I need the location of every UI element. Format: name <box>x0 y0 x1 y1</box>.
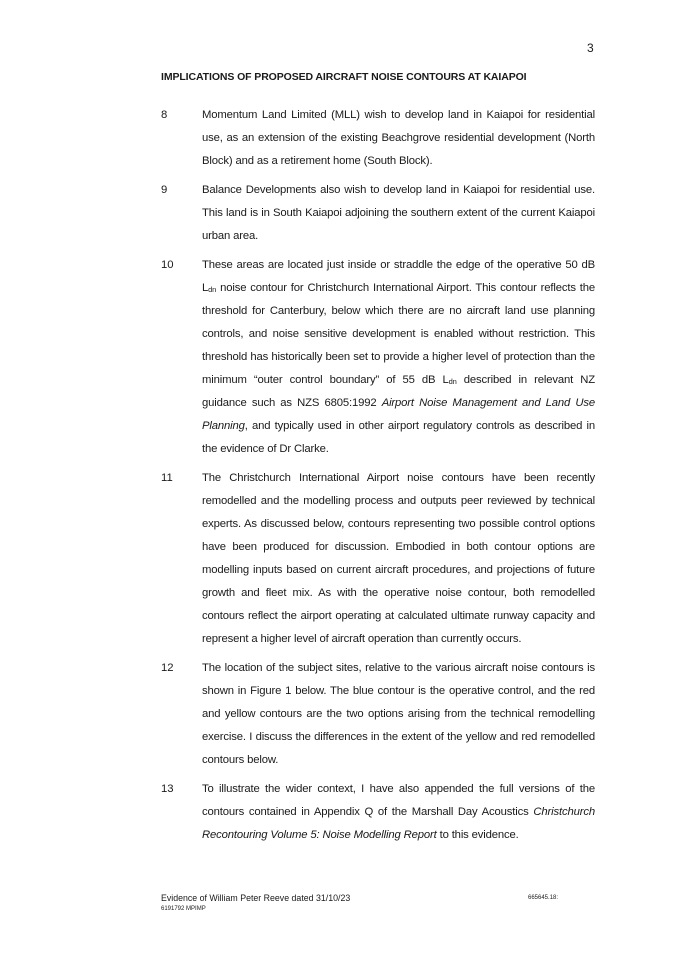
paragraph-number: 11 <box>161 472 173 484</box>
paragraph-text <box>202 254 595 461</box>
text-segment: The Christchurch International Airport noise contours have been recently remodelled and the modelling process and outputs peer reviewed by technical experts. As discussed below, contours representing two possible control options have been produced for discussion. Embodied in both contour options are modelling inputs based on current aircraft procedures, and projections of future growth and fleet mix. As with the operative noise contour, both remodelled contours reflect the airport operating at calculated ultimate runway capacity and represent a higher level of aircraft operation than currently occurs. <box>202 472 595 645</box>
paragraph-text <box>202 778 595 847</box>
section-heading: IMPLICATIONS OF PROPOSED AIRCRAFT NOISE CONTOURS AT KAIAPOI <box>161 71 527 83</box>
footer-reference: 665645.18: <box>528 895 559 901</box>
numbered-paragraph <box>161 467 595 651</box>
numbered-paragraph <box>161 254 595 461</box>
text-segment: to this evidence. <box>436 829 519 841</box>
paragraph-number: 10 <box>161 259 174 271</box>
numbered-paragraph <box>161 778 595 847</box>
text-segment: These areas are located just inside or straddle the edge of the operative 50 dB L <box>202 259 595 294</box>
paragraph-list <box>161 104 595 853</box>
text-segment: To illustrate the wider context, I have also appended the full versions of the contours contained in Appendix Q of the Marshall Day Acoustics <box>202 783 595 818</box>
page-number: 3 <box>587 41 594 55</box>
numbered-paragraph <box>161 179 595 248</box>
subscript-text: dn <box>208 285 217 294</box>
numbered-paragraph <box>161 104 595 173</box>
footer-evidence-line: Evidence of William Peter Reeve dated 31/10/23 <box>161 893 351 903</box>
subscript-text: dn <box>448 377 457 386</box>
text-segment: noise contour for Christchurch International Airport. This contour reflects the threshold for Canterbury, below which there are no aircraft land use planning controls, and noise sensitive development is enabled without restriction. This threshold has historically been set to provide a higher level of protection than the minimum “outer control boundary” of 55 dB L <box>202 282 595 386</box>
text-segment: Momentum Land Limited (MLL) wish to develop land in Kaiapoi for residential use, as an extension of the existing Beachgrove residential development (North Block) and as a retirement home (South Block). <box>202 109 595 167</box>
paragraph-number: 8 <box>161 109 168 121</box>
text-segment: The location of the subject sites, relative to the various aircraft noise contours is shown in Figure 1 below. The blue contour is the operative control, and the red and yellow contours are the two options arising from the technical remodelling exercise. I discuss the differences in the extent of the yellow and red remodelled contours below. <box>202 662 595 766</box>
numbered-paragraph <box>161 657 595 772</box>
italic-title: Christchurch Recontouring Volume 5: Noise Modelling Report <box>202 806 595 841</box>
text-segment: described in relevant NZ guidance such as NZS 6805:1992 <box>202 374 595 409</box>
paragraph-text <box>202 104 595 173</box>
text-segment: , and typically used in other airport regulatory controls as described in the evidence of Dr Clarke. <box>202 420 595 455</box>
paragraph-text <box>202 179 595 248</box>
text-segment: Balance Developments also wish to develop land in Kaiapoi for residential use. This land is in South Kaiapoi adjoining the southern extent of the current Kaiapoi urban area. <box>202 184 595 242</box>
paragraph-text <box>202 467 595 651</box>
italic-title: Airport Noise Management and Land Use Planning <box>202 397 595 432</box>
paragraph-number: 12 <box>161 662 174 674</box>
paragraph-number: 9 <box>161 184 168 196</box>
paragraph-number: 13 <box>161 783 174 795</box>
paragraph-text <box>202 657 595 772</box>
footer-doc-id: 6191792 MPIMP <box>161 906 206 912</box>
